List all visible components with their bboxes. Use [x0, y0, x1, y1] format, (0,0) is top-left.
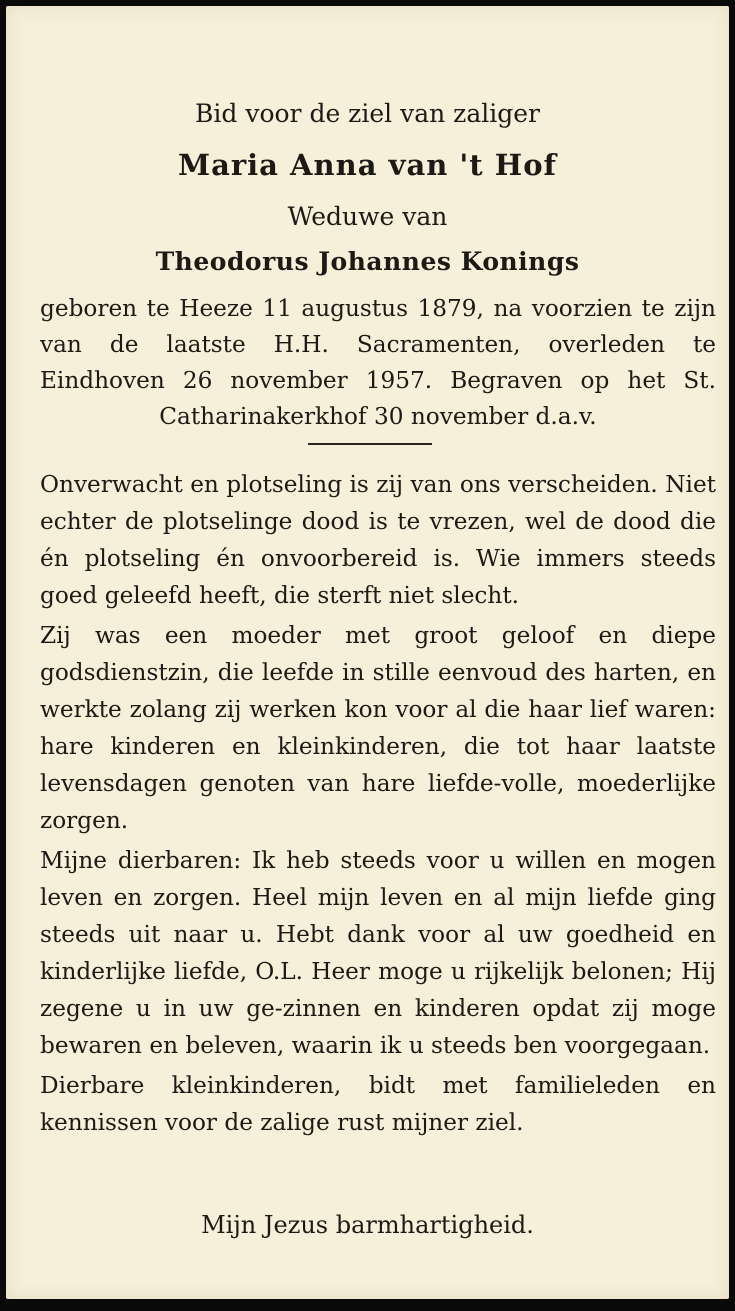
intro-line: Bid voor de ziel van zaliger — [195, 99, 540, 128]
memorial-text — [40, 466, 716, 1144]
memorial-card — [6, 6, 729, 1299]
birth-death-details: geboren te Heeze 11 augustus 1879, na voorzien te zijn van de laatste H.H. Sacramenten, overleden te Eindhoven 26 november 1957. Begraven op het St. Catharinakerkhof 30 november d.a.v. — [40, 295, 716, 430]
divider-line — [308, 443, 432, 445]
closing-prayer: Mijn Jezus barmhartigheid. — [201, 1211, 534, 1239]
deceased-name: Maria Anna van 't Hof — [177, 148, 558, 182]
paragraph-mother: Zij was een moeder met groot geloof en diepe godsdienstzin, die leefde in stille eenvoud des harten, en werkte zolang zij werken kon voor al die haar lief waren: hare kinderen en kleinkinderen, die tot haar laatste levensdagen genoten van hare liefde-volle, moederlijke zorgen. — [40, 622, 716, 834]
widow-of-line: Weduwe van — [287, 202, 448, 231]
paragraph-farewell: Mijne dierbaren: Ik heb steeds voor u willen en mogen leven en zorgen. Heel mijn leven en al mijn liefde ging steeds uit naar u. Hebt dank voor al uw goedheid en kinderlijke liefde, O.L. Heer moge u rijkelijk belonen; Hij zegene u in uw ge-zinnen en kinderen opdat zij moge bewaren en beleven, waarin ik u steeds ben voorgegaan. — [40, 847, 716, 1059]
paragraph-grandchildren: Dierbare kleinkinderen, bidt met familieleden en kennissen voor de zalige rust mijner ziel. — [40, 1072, 716, 1136]
paragraph-sudden-death: Onverwacht en plotseling is zij van ons verscheiden. Niet echter de plotselinge dood is te vrezen, wel de dood die én plotseling én onvoorbereid is. Wie immers steeds goed geleefd heeft, die sterft niet slecht. — [40, 471, 716, 609]
husband-name: Theodorus Johannes Konings — [155, 247, 580, 276]
